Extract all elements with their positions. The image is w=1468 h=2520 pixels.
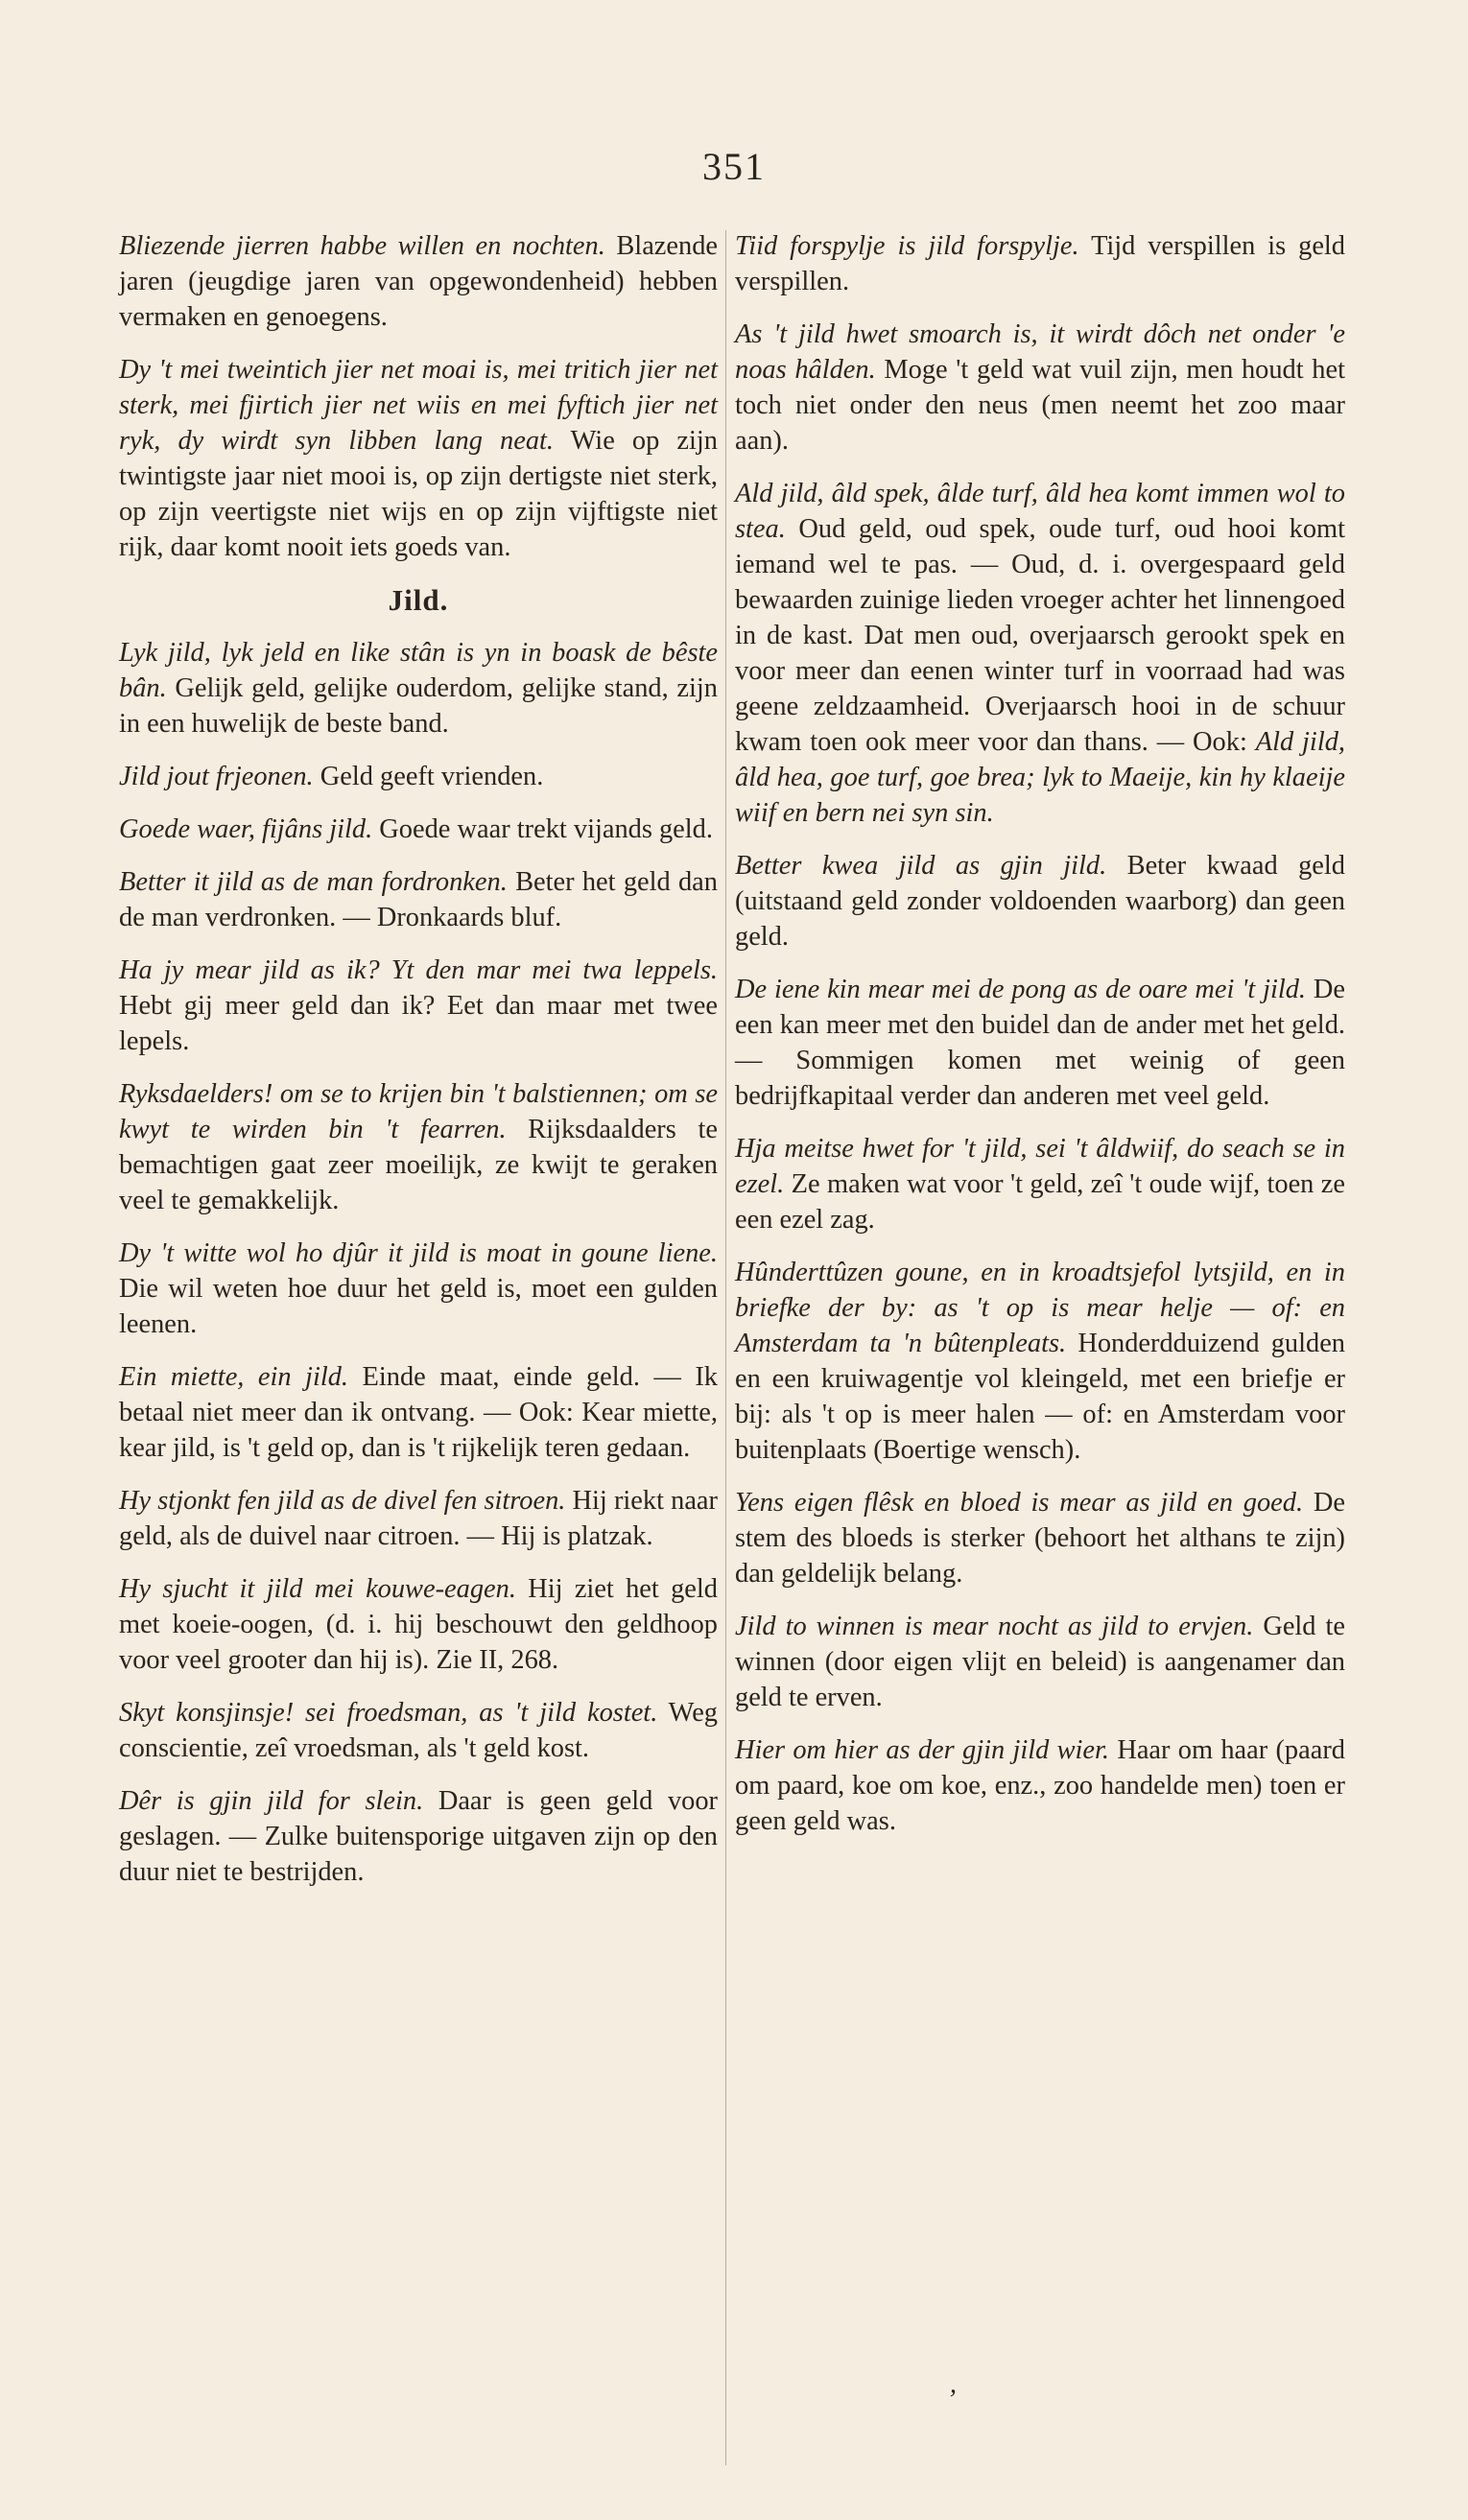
- translation-text: De stem des bloeds is sterker (behoort het althans te zijn) dan geldelijk belang.: [735, 1488, 1345, 1589]
- proverb-entry: [119, 1695, 718, 1766]
- proverb-text: Hy stjonkt fen jild as de divel fen sitroen.: [119, 1486, 566, 1516]
- translation-text: Gelijk geld, gelijke ouderdom, gelijke stand, zijn in een huwelijk de beste band.: [119, 673, 718, 739]
- proverb-text: Bliezende jierren habbe willen en nochten.: [119, 231, 605, 261]
- proverb-entry: [735, 1255, 1345, 1468]
- proverb-entry: [735, 228, 1345, 299]
- translation-text: De een kan meer met den buidel dan de ander met het geld. — Sommigen komen met weinig of geen bedrijfkapitaal verder dan anderen met veel geld.: [735, 975, 1345, 1111]
- proverb-entry: [735, 317, 1345, 459]
- translation-text: Hij ziet het geld met koeie-oogen, (d. i. hij beschouwt den geldhoop voor veel grooter dan hij is). Zie II, 268.: [119, 1574, 718, 1675]
- translation-text: Beter het geld dan de man verdronken. — Dronkaards bluf.: [119, 867, 718, 932]
- proverb-text: Better it jild as de man fordronken.: [119, 867, 508, 897]
- proverb-entry: [735, 1485, 1345, 1591]
- proverb-entry: [119, 864, 718, 935]
- proverb-text: Better kwea jild as gjin jild.: [735, 851, 1107, 881]
- proverb-entry: [119, 759, 718, 794]
- proverb-text: Lyk jild, lyk jeld en like stân is yn in boask de bêste bân.: [119, 638, 718, 703]
- proverb-entry: [119, 953, 718, 1059]
- proverb-text: As 't jild hwet smoarch is, it wirdt dôch net onder 'e noas hâlden.: [735, 319, 1345, 385]
- proverb-text: Dy 't witte wol ho djûr it jild is moat in goune liene.: [119, 1238, 718, 1268]
- proverb-entry: [119, 1359, 718, 1466]
- proverb-text: Ha jy mear jild as ik? Yt den mar mei twa leppels.: [119, 955, 718, 985]
- translation-text: Geld te winnen (door eigen vlijt en beleid) is aangenamer dan geld te erven.: [735, 1612, 1345, 1712]
- proverb-text: Tiid forspylje is jild forspylje.: [735, 231, 1079, 261]
- translation-text: Die wil weten hoe duur het geld is, moet een gulden leenen.: [119, 1274, 718, 1339]
- translation-text: Rijksdaalders te bemachtigen gaat zeer moeilijk, ze kwijt te geraken veel te gemakkelijk.: [119, 1115, 718, 1215]
- proverb-entry: [119, 812, 718, 847]
- proverb-text: Jild to winnen is mear nocht as jild to ervjen.: [735, 1612, 1254, 1641]
- translation-text: Oud geld, oud spek, oude turf, oud hooi komt iemand wel te pas. — Oud, d. i. overgespaard geld bewaarden zuinige lieden vroeger achter het linnengoed in de kast. Dat men oud, overjaarsch gerookt spek en voor meer dan eenen winter turf in voorraad had was geene zeldzaamheid. Overjaarsch hooi in de schuur kwam toen ook meer voor dan thans. — Ook:: [735, 514, 1345, 757]
- translation-text: Honderdduizend gulden en een kruiwagentje vol kleingeld, met een briefje er bij: als 't op is meer halen — of: en Amsterdam voor buitenplaats (Boertige wensch).: [735, 1329, 1345, 1465]
- proverb-entry: [119, 1236, 718, 1342]
- proverb-entry: [119, 1783, 718, 1890]
- proverb-text: Ein miette, ein jild.: [119, 1362, 349, 1392]
- proverb-entry: [735, 476, 1345, 831]
- proverb-entry: [735, 1732, 1345, 1839]
- proverb-entry: [119, 352, 718, 565]
- proverb-entry: [735, 848, 1345, 954]
- translation-text: Wie op zijn twintigste jaar niet mooi is, op zijn dertigste niet sterk, op zijn veertigste niet wijs en op zijn vijftigste niet rijk, daar komt nooit iets goeds van.: [119, 426, 718, 562]
- proverb-text: Dy 't mei tweintich jier net moai is, mei tritich jier net sterk, mei fjirtich jier net wiis en mei fyftich jier net ryk, dy wirdt syn libben lang neat.: [119, 355, 718, 456]
- proverb-text: Dêr is gjin jild for slein.: [119, 1786, 424, 1816]
- page-number: 351: [702, 145, 766, 188]
- proverb-entry: [119, 1483, 718, 1554]
- translation-text: Hij riekt naar geld, als de duivel naar citroen. — Hij is platzak.: [119, 1486, 718, 1551]
- proverb-entry: [119, 635, 718, 742]
- translation-text: Daar is geen geld voor geslagen. — Zulke buitensporige uitgaven zijn op den duur niet te bestrijden.: [119, 1786, 719, 1887]
- page-mark: ,: [950, 2369, 957, 2399]
- proverb-text: Hja meitse hwet for 't jild, sei 't âldwiif, do seach se in ezel.: [735, 1134, 1345, 1199]
- proverb-text: Jild jout frjeonen.: [119, 762, 314, 791]
- proverb-text: Ryksdaelders! om se to krijen bin 't balstiennen; om se kwyt te wirden bin 't fearren.: [119, 1079, 718, 1144]
- left-column: [119, 228, 718, 1907]
- column-divider: [725, 230, 726, 2465]
- translation-text: Einde maat, einde geld. — Ik betaal niet meer dan ik ontvang. — Ook: Kear miette, kear jild, is 't geld op, dan is 't rijkelijk teren gedaan.: [119, 1362, 718, 1463]
- proverb-entry: [735, 972, 1345, 1114]
- proverb-text: Hy sjucht it jild mei kouwe-eagen.: [119, 1574, 516, 1604]
- translation-text: Geld geeft vrienden.: [320, 762, 544, 791]
- proverb-entry: [119, 1571, 718, 1678]
- proverb-text: Hier om hier as der gjin jild wier.: [735, 1735, 1110, 1765]
- proverb-text: Goede waer, fijâns jild.: [119, 814, 373, 844]
- proverb-text: De iene kin mear mei de pong as de oare mei 't jild.: [735, 975, 1307, 1004]
- proverb-entry: [735, 1609, 1345, 1715]
- proverb-text: Hûnderttûzen goune, en in kroadtsjefol lytsjild, en in briefke der by: as 't op is mear helje — of: en Amsterdam ta 'n bûtenpleats.: [735, 1258, 1345, 1358]
- translation-text: Hebt gij meer geld dan ik? Eet dan maar met twee lepels.: [119, 991, 718, 1056]
- translation-text: Moge 't geld wat vuil zijn, men houdt het toch niet onder den neus (men neemt het zoo maar aan).: [735, 355, 1345, 456]
- translation-text: Ze maken wat voor 't geld, zeî 't oude wijf, toen ze een ezel zag.: [735, 1169, 1345, 1235]
- translation-text: Beter kwaad geld (uitstaand geld zonder voldoenden waarborg) dan geen geld.: [735, 851, 1345, 952]
- proverb-entry: [119, 228, 718, 335]
- translation-text: Goede waar trekt vijands geld.: [379, 814, 713, 844]
- proverb-text: Yens eigen flêsk en bloed is mear as jild en goed.: [735, 1488, 1304, 1518]
- proverb-entry: [735, 1131, 1345, 1237]
- proverb-variant: Ald jild, âld hea, goe turf, goe brea; lyk to Maeije, kin hy klaeije wiif en bern nei syn sin.: [735, 727, 1345, 828]
- proverb-text: Ald jild, âld spek, âlde turf, âld hea komt immen wol to stea.: [735, 479, 1345, 544]
- right-column: [735, 228, 1345, 1856]
- translation-text: Tijd verspillen is geld verspillen.: [735, 231, 1346, 296]
- proverb-entry: [119, 1076, 718, 1218]
- translation-text: Weg conscientie, zeî vroedsman, als 't geld kost.: [119, 1698, 718, 1763]
- translation-text: Haar om haar (paard om paard, koe om koe, enz., zoo handelde men) toen er geen geld was.: [735, 1735, 1345, 1836]
- proverb-text: Skyt konsjinsje! sei froedsman, as 't jild kostet.: [119, 1698, 658, 1728]
- section-heading: Jild.: [388, 583, 449, 617]
- translation-text: Blazende jaren (jeugdige jaren van opgewondenheid) hebben vermaken en genoegens.: [119, 231, 718, 332]
